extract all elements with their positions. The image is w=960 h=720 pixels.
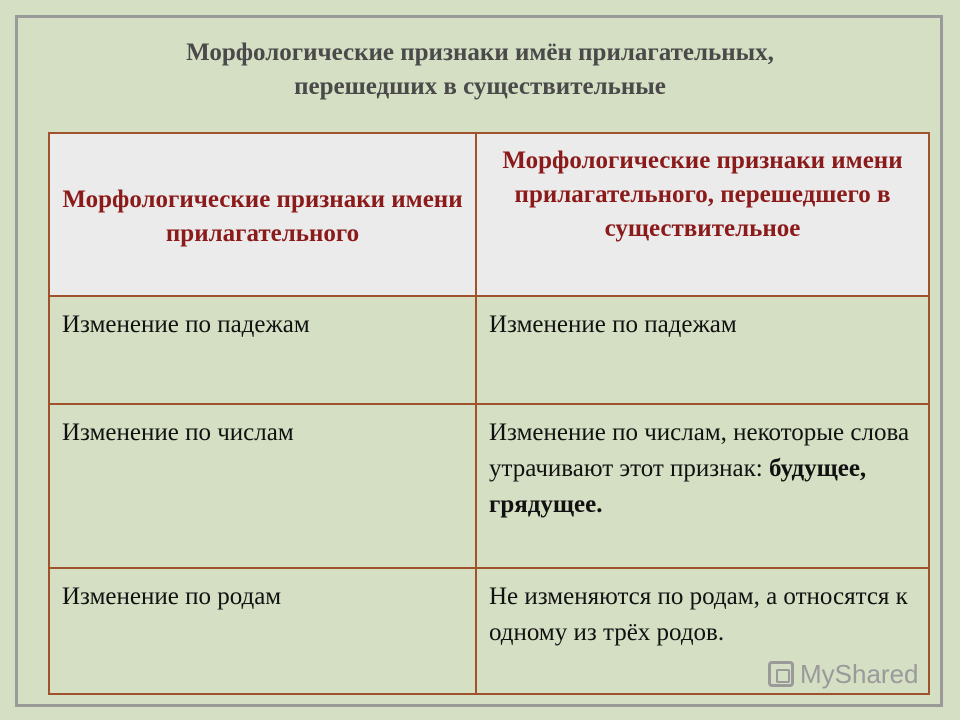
cell-left: Изменение по падежам	[49, 296, 476, 404]
table-header-row	[49, 133, 929, 296]
cell-right-examples: будущее, грядущее.	[489, 455, 867, 518]
table-row	[49, 296, 929, 404]
cell-left: Изменение по числам	[49, 404, 476, 568]
table-row	[49, 404, 929, 568]
comparison-table	[48, 132, 930, 695]
cell-right	[476, 404, 929, 568]
myshared-logo-icon	[768, 661, 794, 687]
header-cell-substantivized: Морфологические признаки имени прилагательного, перешедшего в существительное	[476, 133, 929, 296]
cell-right-text: Изменение по числам, некоторые слова утрачивают этот признак:	[489, 419, 910, 482]
watermark	[768, 656, 919, 692]
slide-title-line-2: перешедших в существительные	[294, 73, 666, 100]
header-cell-adjective: Морфологические признаки имени прилагательного	[49, 133, 476, 296]
slide-title-line-1: Морфологические признаки имён прилагательных,	[186, 39, 774, 66]
slide-title	[0, 36, 960, 104]
cell-right: Изменение по падежам	[476, 296, 929, 404]
cell-left: Изменение по родам	[49, 568, 476, 694]
cell-right: Не изменяются по родам, а относятся к одному из трёх родов.	[476, 568, 929, 694]
watermark-text: MyShared	[800, 658, 919, 689]
